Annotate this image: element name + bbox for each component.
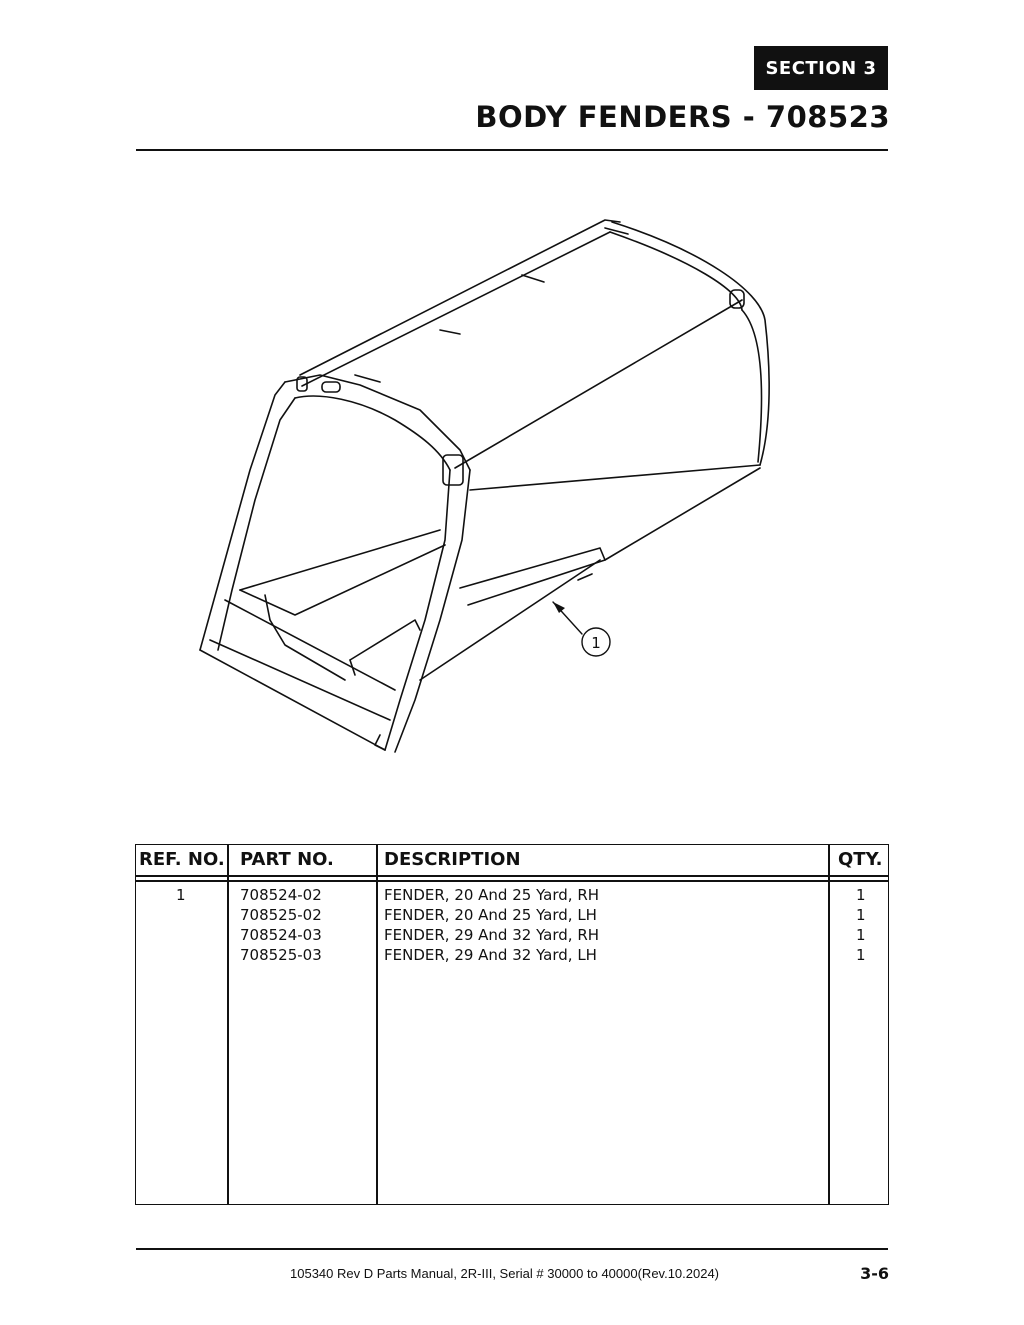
footer-divider xyxy=(136,1248,888,1250)
header-description: DESCRIPTION xyxy=(384,849,521,870)
parts-table xyxy=(135,844,889,1205)
header-ref-no: REF. NO. xyxy=(139,849,225,870)
header-divider xyxy=(136,149,888,151)
page-title: BODY FENDERS - 708523 xyxy=(475,100,890,134)
part-cell: 708524-03 xyxy=(240,926,322,944)
part-cell: 708524-02 xyxy=(240,886,322,904)
header-divider xyxy=(136,875,888,877)
description-cell: FENDER, 20 And 25 Yard, LH xyxy=(384,906,597,924)
part-cell: 708525-03 xyxy=(240,946,322,964)
description-cell: FENDER, 20 And 25 Yard, RH xyxy=(384,886,600,904)
section-badge xyxy=(754,46,888,90)
section-label: SECTION 3 xyxy=(765,57,877,79)
ref-cell: 1 xyxy=(176,886,186,904)
qty-cell: 1 xyxy=(856,886,866,904)
description-cell: FENDER, 29 And 32 Yard, LH xyxy=(384,946,597,964)
qty-cell: 1 xyxy=(856,906,866,924)
column-divider xyxy=(376,845,378,1204)
description-cell: FENDER, 29 And 32 Yard, RH xyxy=(384,926,600,944)
column-divider xyxy=(227,845,229,1204)
column-divider xyxy=(828,845,830,1204)
header-divider xyxy=(136,880,888,882)
body-fender-drawing xyxy=(190,200,790,770)
qty-cell: 1 xyxy=(856,926,866,944)
qty-cell: 1 xyxy=(856,946,866,964)
footer-text: 105340 Rev D Parts Manual, 2R-III, Serial # 30000 to 40000(Rev.10.2024) xyxy=(290,1266,720,1281)
header-qty: QTY. xyxy=(838,849,883,870)
header-part-no: PART NO. xyxy=(240,849,334,870)
part-cell: 708525-02 xyxy=(240,906,322,924)
callout-label: 1 xyxy=(591,634,601,652)
page-number: 3-6 xyxy=(860,1264,889,1283)
